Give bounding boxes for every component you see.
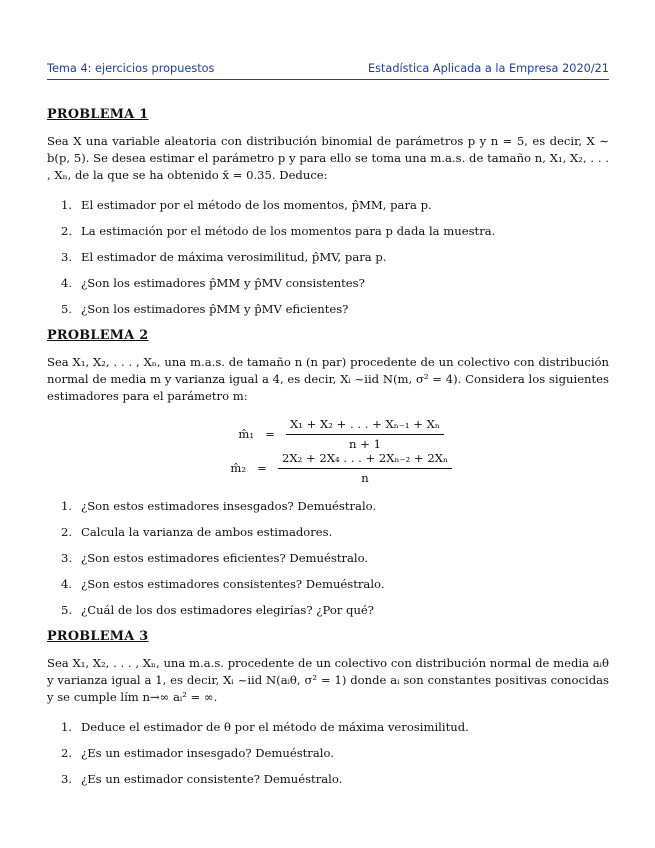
problem-3 — [47, 628, 609, 788]
list-item: 1. Deduce el estimador de θ por el método de máxima verosimilitud. — [61, 720, 469, 734]
header-right: Estadística Aplicada a la Empresa 2020/21 — [367, 62, 609, 75]
estimator-equations — [47, 417, 609, 485]
problem-statement: Sea X₁, X₂, . . . , Xₙ, una m.a.s. procedente de un colectivo con distribución normal de media aᵢθ y varianza igual a 1, es decir, Xᵢ ~iid N(aᵢθ, σ² = 1) donde aᵢ son constantes positivas conocidas y se cumple lím n→∞ aᵢ² = ∞. — [47, 656, 609, 704]
list-item: 2. ¿Es un estimador insesgado? Demuéstralo. — [61, 746, 334, 760]
list-item: 4. ¿Son los estimadores p̂MM y p̂MV consistentes? — [61, 276, 365, 290]
list-item: 5. ¿Son los estimadores p̂MM y p̂MV eficientes? — [61, 302, 349, 316]
list-item: 2. Calcula la varianza de ambos estimadores. — [61, 525, 333, 539]
problem-title: PROBLEMA 2 — [47, 328, 149, 343]
list-item: 5. ¿Cuál de los dos estimadores elegirías? ¿Por qué? — [61, 603, 375, 617]
list-item: 2. La estimación por el método de los momentos para p dada la muestra. — [61, 224, 496, 238]
question-list — [47, 719, 609, 788]
problem-title: PROBLEMA 1 — [47, 107, 149, 122]
running-header — [47, 62, 609, 80]
list-item: 1. ¿Son estos estimadores insesgados? Demuéstralo. — [61, 499, 377, 513]
header-left: Tema 4: ejercicios propuestos — [47, 62, 215, 75]
document-body — [47, 106, 609, 797]
problem-statement: Sea X una variable aleatoria con distribución binomial de parámetros p y n = 5, es decir, X ∼ b(p, 5). Se desea estimar el parámetro p y para ello se toma una m.a.s. de tamaño n, X₁, X₂, . . . , Xₙ, de la que se ha obtenido x̄ = 0.35. Deduce: — [47, 134, 609, 182]
problem-title: PROBLEMA 3 — [47, 629, 149, 644]
question-list — [47, 498, 609, 619]
question-list — [47, 197, 609, 318]
list-item: 4. ¿Son estos estimadores consistentes? Demuéstralo. — [61, 577, 385, 591]
list-item: 1. El estimador por el método de los momentos, p̂MM, para p. — [61, 198, 432, 212]
list-item: 3. El estimador de máxima verosimilitud, p̂MV, para p. — [61, 250, 387, 264]
problem-1 — [47, 106, 609, 318]
equation-m2: m̂₂ = $\frac{\text{2X₂ + 2X₄ . . . + 2Xₙ₋₂ + 2Xₙ}}{n}$ — [204, 451, 452, 485]
list-item: 3. ¿Son estos estimadores eficientes? Demuéstralo. — [61, 551, 369, 565]
problem-statement: Sea X₁, X₂, . . . , Xₙ, una m.a.s. de tamaño n (n par) procedente de un colectivo con distribución normal de media m y varianza igual a 4, es decir, Xᵢ ~iid N(m, σ² = 4). Considera los siguientes estimadores para el parámetro m: — [47, 355, 609, 403]
equation-m1: m̂₁ = $\frac{\text{X₁ + X₂ + . . . + Xₙ₋₁ + Xₙ}}{n + 1}$ — [212, 417, 444, 451]
list-item: 3. ¿Es un estimador consistente? Demuéstralo. — [61, 772, 343, 786]
problem-2 — [47, 327, 609, 619]
